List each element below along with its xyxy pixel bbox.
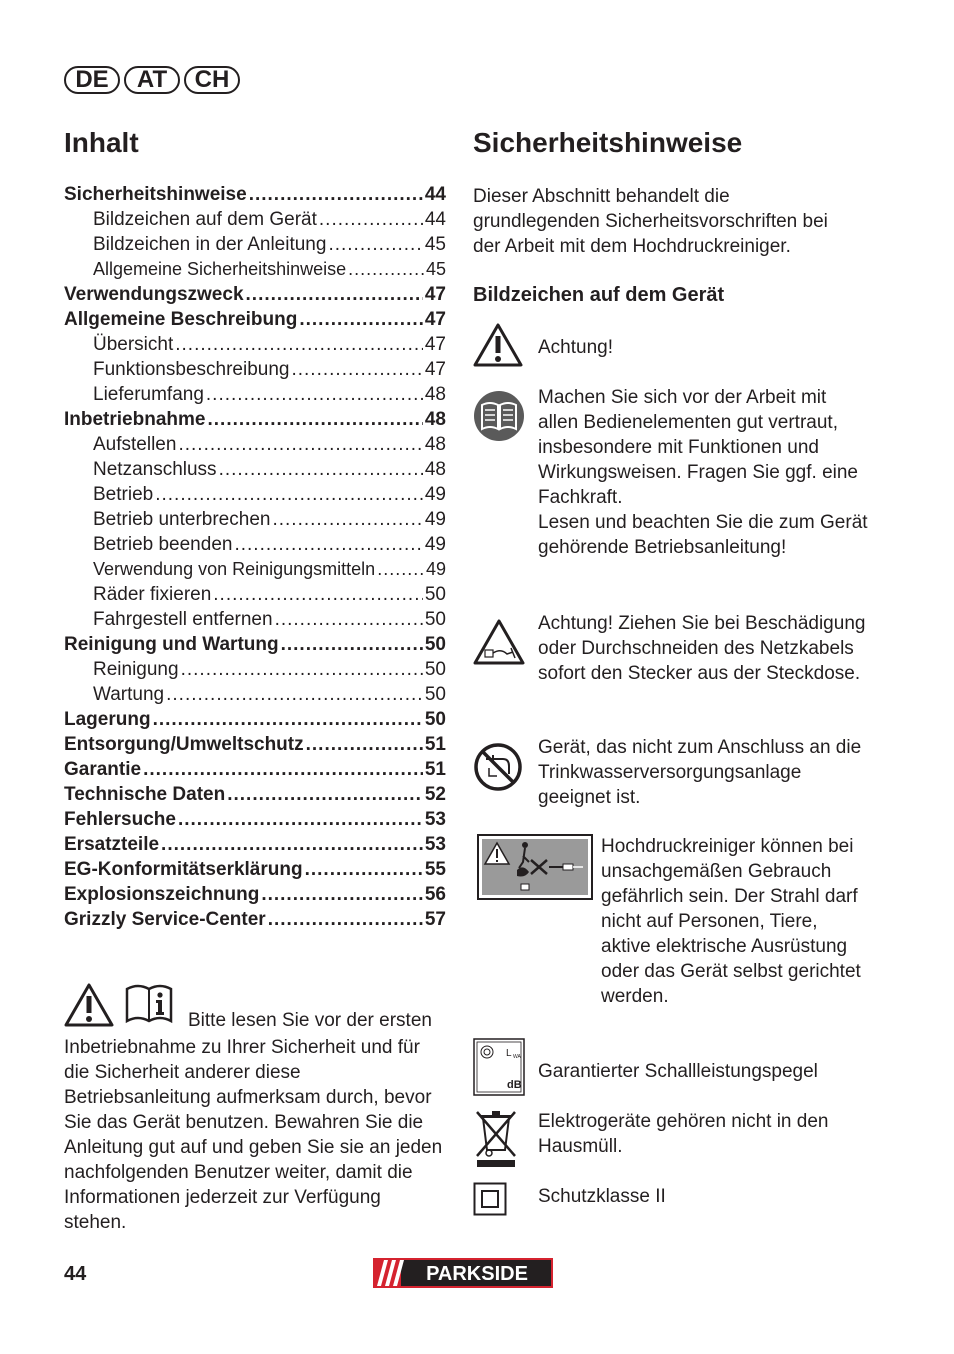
page-number: 44 xyxy=(64,1263,87,1285)
toc-entry-label: Explosionszeichnung xyxy=(64,884,260,905)
safety-title: Sicherheitshinweise xyxy=(473,127,743,158)
toc-entry xyxy=(64,909,446,934)
toc-entry-page: 57 xyxy=(424,909,446,930)
toc-leader-dots xyxy=(181,659,423,681)
toc-entry xyxy=(64,434,446,459)
toc-entry xyxy=(64,609,446,634)
toc-leader-dots xyxy=(178,809,423,831)
toc-entry xyxy=(64,234,446,259)
toc-leader-dots xyxy=(377,559,424,580)
toc-entry-label: Allgemeine Sicherheitshinweise xyxy=(93,259,347,279)
safety-intro: Dieser Abschnitt behandelt die grundlegenden Sicherheitsvorschriften bei der Arbeit mit dem Hochdruckreiniger. xyxy=(473,186,828,257)
toc-entry-label: Räder fixieren xyxy=(93,584,212,605)
toc-entry-page: 47 xyxy=(424,334,446,355)
toc-entry-label: Betrieb unterbrechen xyxy=(93,509,271,530)
toc-entry xyxy=(64,259,446,284)
toc-entry-page: 49 xyxy=(425,559,446,579)
toc-entry xyxy=(64,459,446,484)
toc-entry xyxy=(64,359,446,384)
toc-leader-dots xyxy=(319,209,423,231)
warning-triangle-icon xyxy=(64,983,114,1027)
toc-entry xyxy=(64,284,446,309)
toc-entry xyxy=(64,809,446,834)
toc-entry xyxy=(64,559,446,584)
table-of-contents xyxy=(64,184,446,934)
read-manual-outline-icon xyxy=(124,983,174,1025)
toc-entry-label: Betrieb beenden xyxy=(93,534,233,555)
toc-entry-label: Sicherheitshinweise xyxy=(64,184,247,205)
toc-entry-label: Entsorgung/Umweltschutz xyxy=(64,734,304,755)
toc-entry xyxy=(64,659,446,684)
symbol-text: Machen Sie sich vor der Arbeit mit allen Bedienelementen gut vertraut, insbesondere mit Funktionen und Wirkungsweisen. Fragen Sie ggf. eine Fachkraft. Lesen und beachten Sie die zum Gerät gehörende Betriebsanleitung! xyxy=(538,387,868,558)
symbol-text: Garantierter Schallleistungspegel xyxy=(538,1061,818,1082)
toc-entry xyxy=(64,784,446,809)
toc-entry-label: Betrieb xyxy=(93,484,154,505)
toc-entry-page: 45 xyxy=(425,259,446,279)
language-badges xyxy=(64,66,240,94)
toc-title: Inhalt xyxy=(64,127,139,158)
toc-entry xyxy=(64,634,446,659)
lang-badge-de: DE xyxy=(64,66,120,94)
toc-entry-label: Bildzeichen auf dem Gerät xyxy=(93,209,317,230)
toc-entry-page: 50 xyxy=(424,634,446,655)
toc-entry xyxy=(64,884,446,909)
toc-leader-dots xyxy=(306,734,423,756)
toc-leader-dots xyxy=(299,309,423,331)
symbol-text: Gerät, das nicht zum Anschluss an die Trinkwasserversorgungsanlage geeignet ist. xyxy=(538,737,862,808)
parkside-logo xyxy=(373,1258,553,1288)
toc-leader-dots xyxy=(143,759,423,781)
toc-entry-page: 50 xyxy=(424,684,446,705)
unplug-warning-icon xyxy=(473,618,525,666)
toc-leader-dots xyxy=(348,259,424,280)
toc-entry-label: Verwendungszweck xyxy=(64,284,244,305)
toc-entry-label: Übersicht xyxy=(93,334,174,355)
svg-text:PARKSIDE: PARKSIDE xyxy=(426,1263,528,1285)
lang-badge-ch: CH xyxy=(184,66,240,94)
toc-entry xyxy=(64,734,446,759)
toc-leader-dots xyxy=(178,434,422,456)
toc-leader-dots xyxy=(246,284,423,306)
toc-entry xyxy=(64,834,446,859)
symbol-text: Hochdruckreiniger können bei unsachgemäßen Gebrauch gefährlich sein. Der Strahl darf nicht auf Personen, Tiere, aktive elektrische Ausrüstung oder das Gerät selbst gerichtet werden. xyxy=(601,836,861,1007)
toc-entry-page: 47 xyxy=(424,359,446,380)
toc-leader-dots xyxy=(275,609,423,631)
toc-entry-page: 47 xyxy=(424,284,446,305)
toc-entry xyxy=(64,684,446,709)
toc-entry xyxy=(64,409,446,434)
toc-entry-page: 44 xyxy=(424,209,446,230)
toc-entry-page: 53 xyxy=(424,834,446,855)
protection-class-ii-icon xyxy=(473,1182,507,1216)
toc-entry xyxy=(64,334,446,359)
toc-entry-page: 50 xyxy=(424,709,446,730)
toc-entry xyxy=(64,759,446,784)
toc-entry-page: 47 xyxy=(424,309,446,330)
toc-entry-label: Verwendung von Reinigungsmitteln xyxy=(93,559,376,579)
toc-leader-dots xyxy=(219,459,423,481)
toc-leader-dots xyxy=(272,509,422,531)
toc-entry-page: 50 xyxy=(424,659,446,680)
toc-entry-label: Reinigung xyxy=(93,659,179,680)
symbol-text: Achtung! xyxy=(538,337,613,358)
toc-entry-page: 48 xyxy=(424,434,446,455)
toc-entry-label: EG-Konformitätserklärung xyxy=(64,859,303,880)
toc-entry xyxy=(64,184,446,209)
sound-power-level-icon xyxy=(473,1038,525,1096)
toc-entry-label: Wartung xyxy=(93,684,165,705)
toc-entry-label: Bildzeichen in der Anleitung xyxy=(93,234,327,255)
read-notice-text: Inbetriebnahme zu Ihrer Sicherheit und für die Sicherheit anderer diese Betriebsanleitung aufmerksam durch, bevor Sie das Gerät benutzen. Bewahren Sie die Anleitung gut auf und geben Sie sie an jeden nachfolgenden Benutzer weiter, damit die Informationen jederzeit zur Verfügung stehen. xyxy=(64,1037,443,1233)
toc-leader-dots xyxy=(175,334,423,356)
lang-badge-at: AT xyxy=(124,66,180,94)
symbol-text: Achtung! Ziehen Sie bei Beschädigung oder Durchschneiden des Netzkabels sofort den Stecker aus der Steckdose. xyxy=(538,613,866,684)
high-pressure-jet-warning-icon xyxy=(477,834,593,900)
toc-entry xyxy=(64,534,446,559)
toc-entry-page: 48 xyxy=(424,409,446,430)
toc-leader-dots xyxy=(234,534,422,556)
toc-entry xyxy=(64,384,446,409)
toc-entry-label: Lagerung xyxy=(64,709,151,730)
toc-entry-page: 52 xyxy=(424,784,446,805)
toc-entry-page: 50 xyxy=(424,584,446,605)
toc-leader-dots xyxy=(206,384,423,406)
toc-leader-dots xyxy=(213,584,423,606)
toc-entry-label: Fehlersuche xyxy=(64,809,176,830)
weee-bin-icon xyxy=(473,1108,519,1168)
toc-leader-dots xyxy=(291,359,422,381)
toc-entry-label: Allgemeine Beschreibung xyxy=(64,309,298,330)
toc-leader-dots xyxy=(249,184,423,206)
toc-entry-page: 51 xyxy=(424,759,446,780)
toc-entry-page: 49 xyxy=(424,509,446,530)
toc-entry-label: Inbetriebnahme xyxy=(64,409,206,430)
toc-entry-page: 48 xyxy=(424,384,446,405)
toc-entry-page: 44 xyxy=(424,184,446,205)
toc-leader-dots xyxy=(207,409,422,431)
toc-entry xyxy=(64,709,446,734)
toc-entry xyxy=(64,509,446,534)
toc-entry-page: 48 xyxy=(424,459,446,480)
toc-entry-label: Aufstellen xyxy=(93,434,177,455)
read-notice-icons xyxy=(64,983,174,1027)
warning-triangle-icon xyxy=(473,322,523,368)
toc-entry-label: Garantie xyxy=(64,759,142,780)
toc-entry-page: 55 xyxy=(424,859,446,880)
toc-entry-label: Lieferumfang xyxy=(93,384,204,405)
toc-leader-dots xyxy=(161,834,423,856)
toc-entry xyxy=(64,209,446,234)
toc-entry-label: Grizzly Service-Center xyxy=(64,909,266,930)
toc-leader-dots xyxy=(155,484,423,506)
toc-entry-page: 50 xyxy=(424,609,446,630)
toc-leader-dots xyxy=(261,884,423,906)
symbol-text: Schutzklasse II xyxy=(538,1186,666,1207)
toc-entry-page: 51 xyxy=(424,734,446,755)
toc-entry xyxy=(64,584,446,609)
toc-leader-dots xyxy=(328,234,422,256)
toc-entry-page: 45 xyxy=(424,234,446,255)
toc-entry-label: Funktionsbeschreibung xyxy=(93,359,290,380)
toc-entry-label: Reinigung und Wartung xyxy=(64,634,279,655)
toc-entry xyxy=(64,484,446,509)
toc-leader-dots xyxy=(305,859,423,881)
toc-entry-page: 49 xyxy=(424,484,446,505)
svg-text:L: L xyxy=(506,1048,512,1059)
symbol-text: Elektrogeräte gehören nicht in den Hausmüll. xyxy=(538,1111,829,1157)
toc-leader-dots xyxy=(227,784,423,806)
read-notice-first-line: Bitte lesen Sie vor der ersten xyxy=(188,1010,432,1031)
toc-leader-dots xyxy=(153,709,423,731)
symbols-heading: Bildzeichen auf dem Gerät xyxy=(473,284,725,306)
toc-leader-dots xyxy=(166,684,423,706)
toc-leader-dots xyxy=(268,909,423,931)
toc-entry xyxy=(64,309,446,334)
toc-entry-label: Fahrgestell entfernen xyxy=(93,609,273,630)
toc-leader-dots xyxy=(281,634,423,656)
toc-entry-page: 56 xyxy=(424,884,446,905)
toc-entry xyxy=(64,859,446,884)
no-drinking-water-connection-icon xyxy=(473,742,523,792)
svg-text:dB: dB xyxy=(507,1079,522,1091)
svg-text:WA: WA xyxy=(513,1054,521,1060)
toc-entry-label: Netzanschluss xyxy=(93,459,217,480)
toc-entry-label: Technische Daten xyxy=(64,784,226,805)
toc-entry-page: 49 xyxy=(424,534,446,555)
toc-entry-label: Ersatzteile xyxy=(64,834,160,855)
toc-entry-page: 53 xyxy=(424,809,446,830)
read-manual-icon xyxy=(473,390,525,442)
